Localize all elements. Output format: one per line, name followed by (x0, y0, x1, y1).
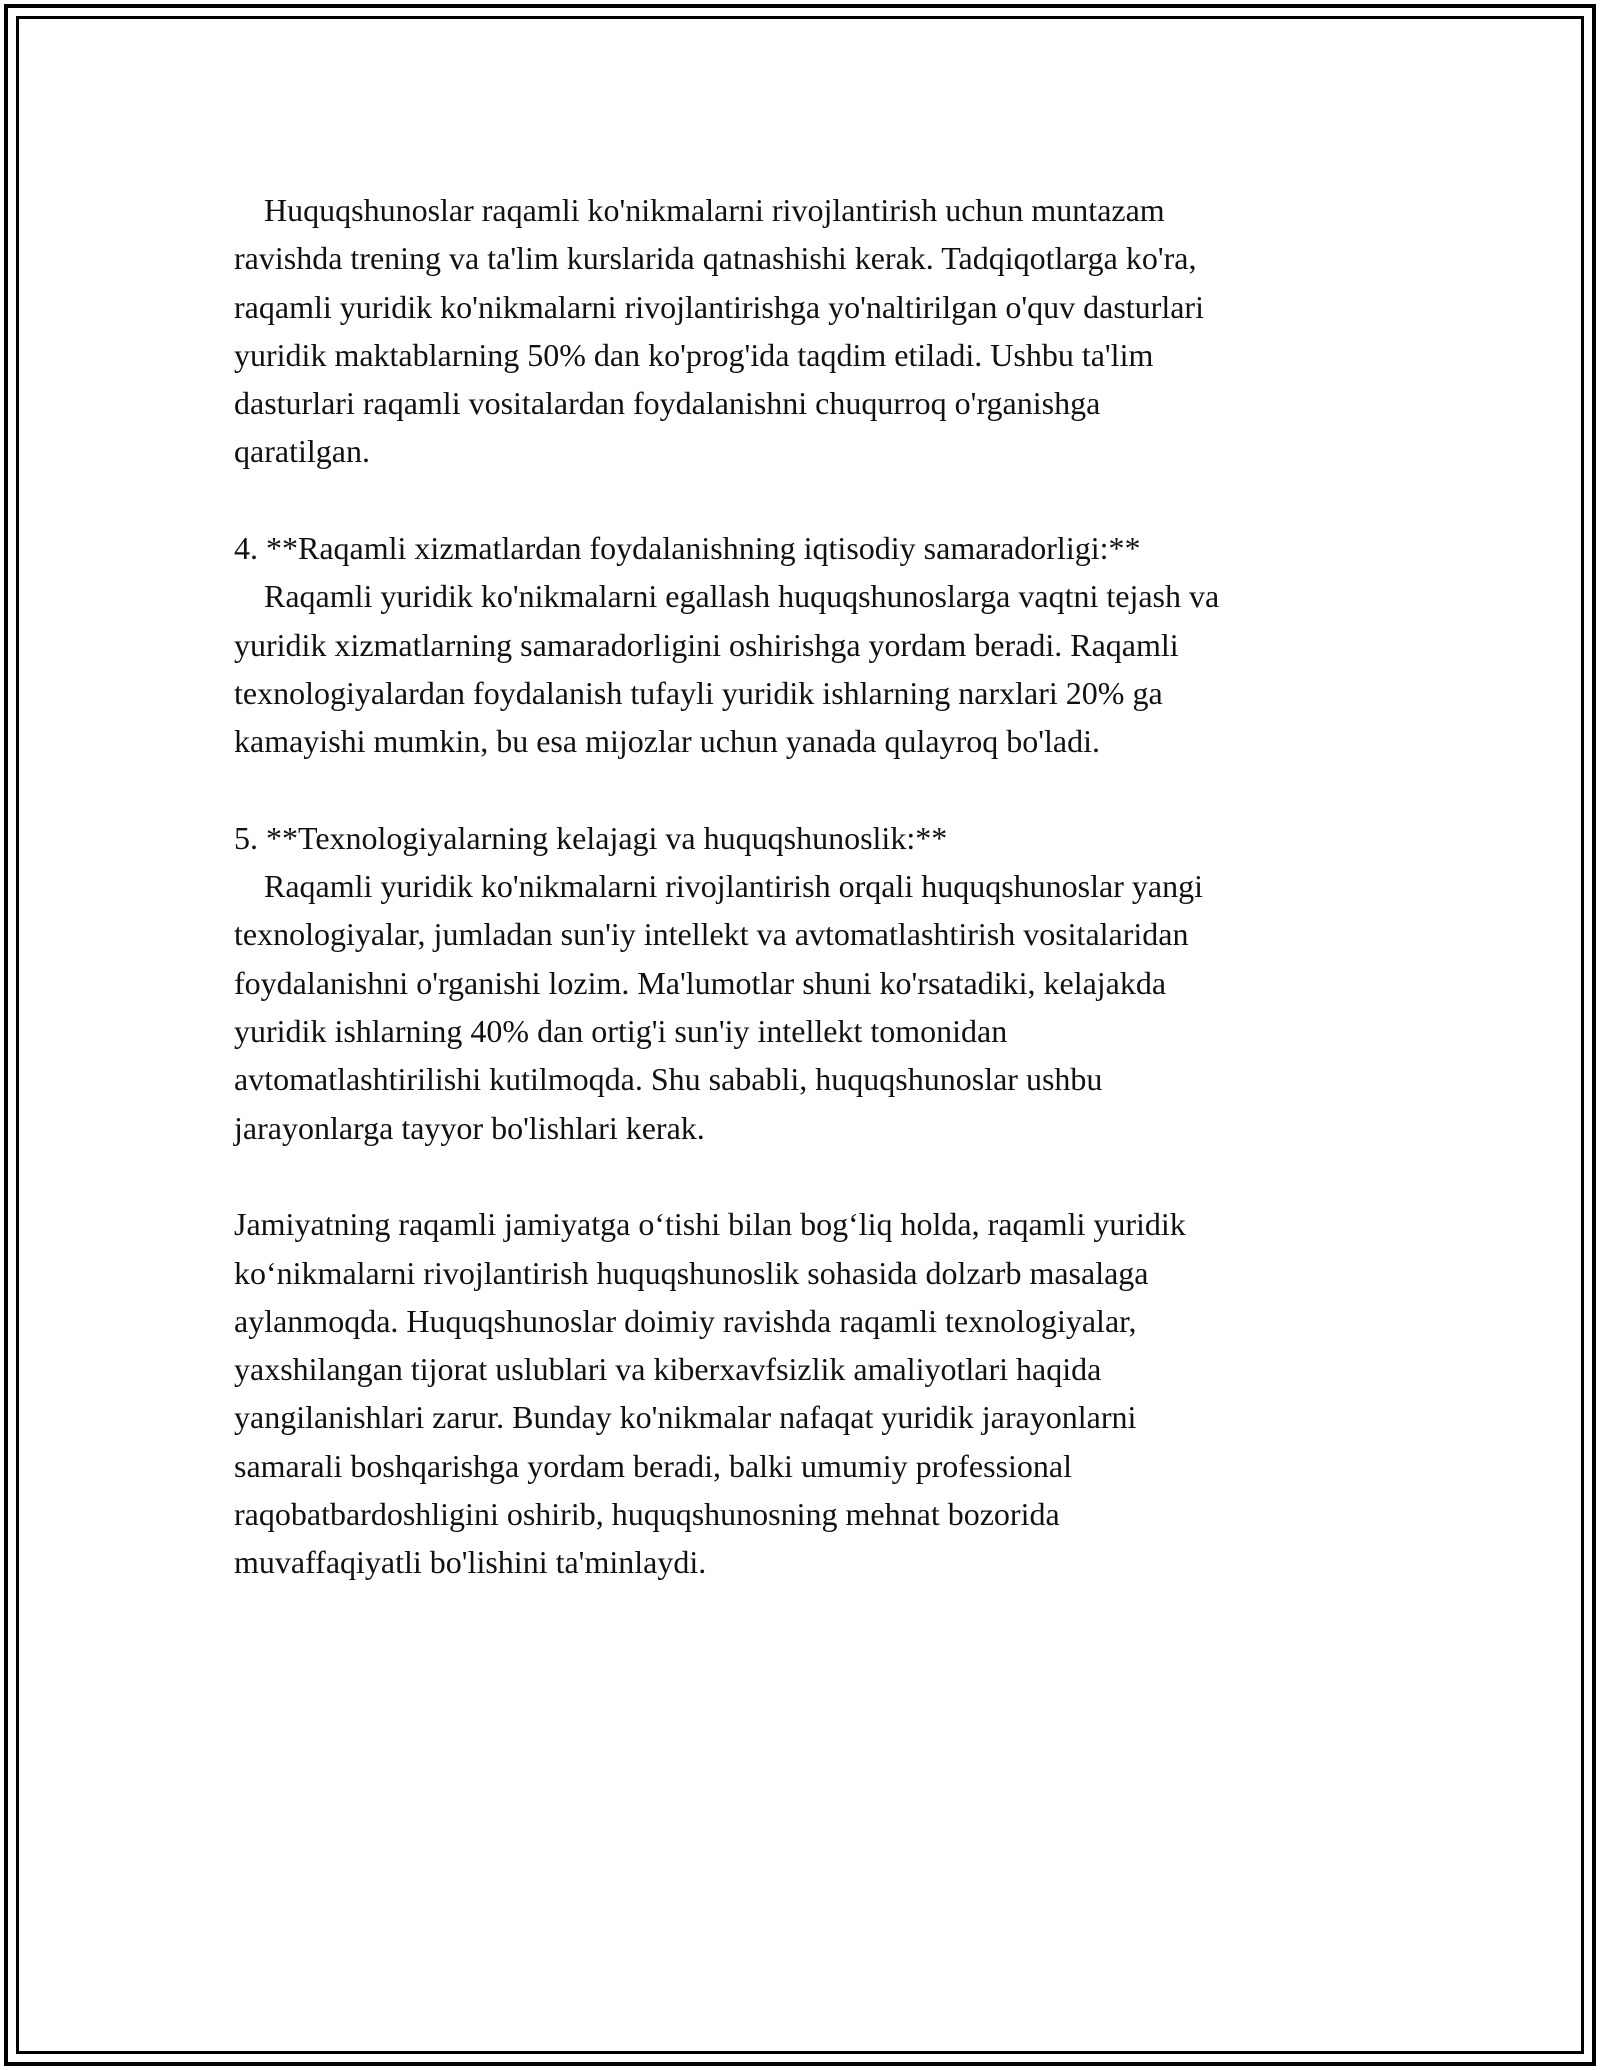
text-line: yangilanishlari zarur. Bunday ko'nikmalar nafaqat yuridik jarayonlarni (234, 1399, 1137, 1436)
text-line: kamayishi mumkin, bu esa mijozlar uchun yanada qulayroq bo'ladi. (234, 723, 1100, 760)
text-line: yuridik ishlarning 40% dan ortig'i sun'iy intellekt tomonidan (234, 1013, 1008, 1050)
text-line: ravishda trening va ta'lim kurslarida qatnashishi kerak. Tadqiqotlarga ko'ra, (234, 240, 1197, 277)
paragraph-spacer (234, 766, 1374, 814)
text-line: Raqamli yuridik ko'nikmalarni egallash huquqshunoslarga vaqtni tejash va (264, 578, 1220, 615)
paragraph-conclusion (234, 1200, 1374, 1586)
text-line: raqamli yuridik ko'nikmalarni rivojlantirishga yo'naltirilgan o'quv dasturlari (234, 288, 1204, 325)
text-line: aylanmoqda. Huquqshunoslar doimiy ravishda raqamli texnologiyalar, (234, 1302, 1137, 1339)
list-item-4 (234, 524, 1374, 765)
text-line: samarali boshqarishga yordam beradi, balki umumiy professional (234, 1447, 1073, 1484)
text-line: muvaffaqiyatli bo'lishini ta'minlaydi. (234, 1544, 707, 1581)
text-line: Jamiyatning raqamli jamiyatga o‘tishi bilan bog‘liq holda, raqamli yuridik (234, 1206, 1186, 1243)
text-line: yuridik maktablarning 50% dan ko'prog'ida taqdim etiladi. Ushbu ta'lim (234, 336, 1154, 373)
text-line: dasturlari raqamli vositalardan foydalanishni chuqurroq o'rganishga (234, 385, 1101, 422)
text-line: Raqamli yuridik ko'nikmalarni rivojlantirish orqali huquqshunoslar yangi (264, 868, 1203, 905)
text-line: yuridik xizmatlarning samaradorligini oshirishga yordam beradi. Raqamli (234, 626, 1179, 663)
text-line: avtomatlashtirilishi kutilmoqda. Shu sababli, huquqshunoslar ushbu (234, 1061, 1103, 1098)
text-line: Huquqshunoslar raqamli ko'nikmalarni rivojlantirish uchun muntazam (264, 192, 1165, 228)
text-line: texnologiyalardan foydalanish tufayli yuridik ishlarning narxlari 20% ga (234, 674, 1163, 711)
document-body (234, 186, 1374, 1587)
list-item-heading: 4. **Raqamli xizmatlardan foydalanishning iqtisodiy samaradorligi:** (234, 530, 1141, 567)
paragraph-spacer (234, 1152, 1374, 1200)
text-line: qaratilgan. (234, 433, 370, 470)
list-item-heading: 5. **Texnologiyalarning kelajagi va huquqshunoslik:** (234, 819, 948, 856)
text-line: texnologiyalar, jumladan sun'iy intellekt va avtomatlashtirish vositalaridan (234, 916, 1189, 953)
paragraph-training (234, 186, 1374, 476)
text-line: foydalanishni o'rganishi lozim. Ma'lumotlar shuni ko'rsatadiki, kelajakda (234, 964, 1167, 1001)
text-line: raqobatbardoshligini oshirib, huquqshunosning mehnat bozorida (234, 1496, 1060, 1533)
list-item-5 (234, 814, 1374, 1152)
text-line: ko‘nikmalarni rivojlantirish huquqshunoslik sohasida dolzarb masalaga (234, 1254, 1149, 1291)
paragraph-spacer (234, 476, 1374, 524)
text-line: jarayonlarga tayyor bo'lishlari kerak. (234, 1109, 705, 1146)
text-line: yaxshilangan tijorat uslublari va kiberxavfsizlik amaliyotlari haqida (234, 1351, 1102, 1388)
